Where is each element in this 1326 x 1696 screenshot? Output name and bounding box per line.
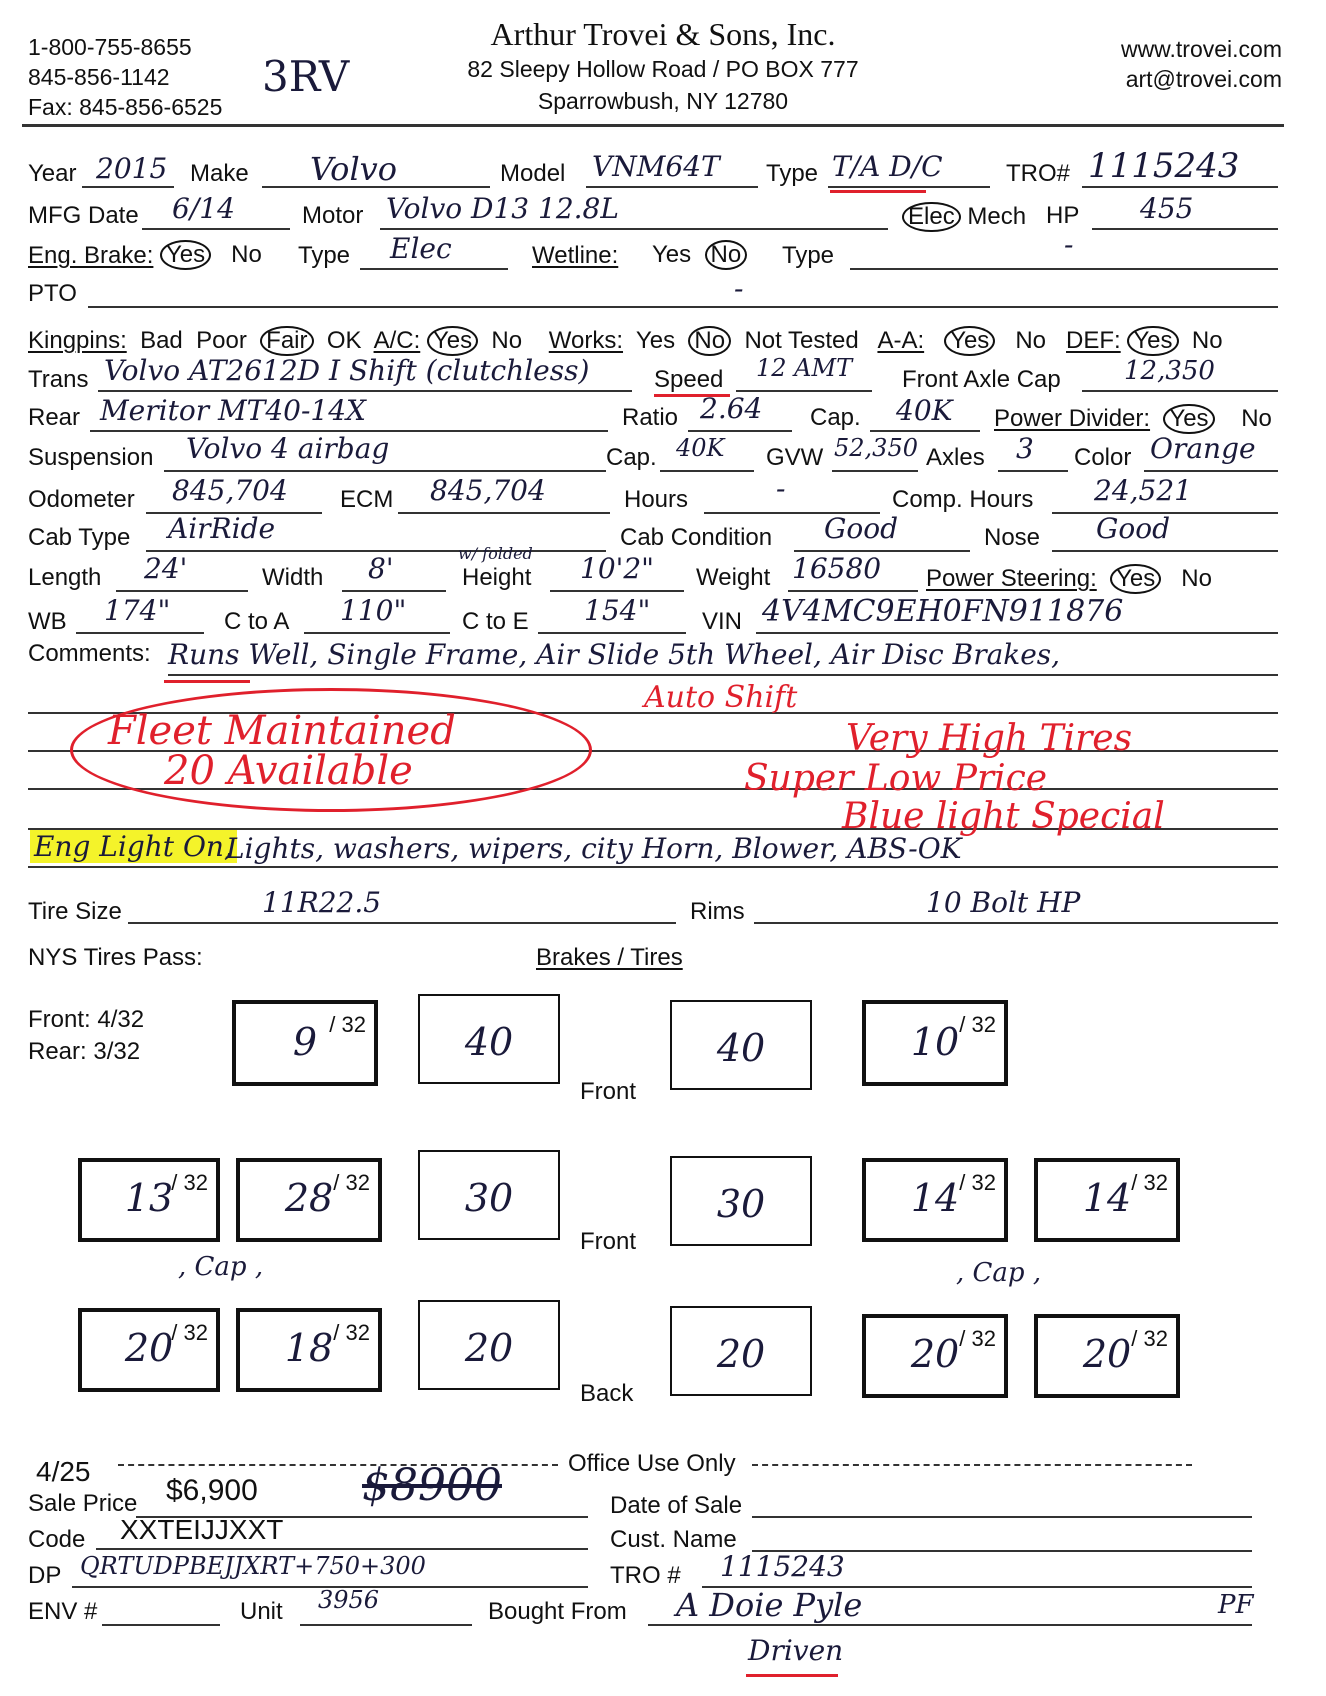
code-value: XXTEIJJXXT [120, 1514, 284, 1545]
power-steering-no: No [1181, 565, 1212, 592]
def-yes-circled: Yes [1127, 326, 1178, 356]
rear-spec: Rear: 3/32 [28, 1038, 141, 1065]
back-label: Back [580, 1380, 634, 1407]
type-underline-red [830, 190, 926, 193]
rims-value: 10 Bolt HP [926, 886, 1081, 919]
trans-value: Volvo AT2612D I Shift (clutchless) [104, 354, 590, 387]
tire-size-label: Tire Size [28, 898, 122, 925]
length-value: 24' [144, 552, 188, 585]
axles-label: Axles [926, 444, 985, 471]
handwritten-code: 3RV [262, 52, 350, 101]
ac-label: A/C: [373, 327, 421, 354]
ecm-label: ECM [340, 486, 394, 513]
blue-light-special: Blue light Special [842, 796, 1165, 837]
comment-red-mark [164, 680, 250, 683]
wb-value: 174" [104, 594, 171, 627]
width-label: Width [262, 564, 324, 591]
tro-label: TRO# [1006, 160, 1071, 187]
phone-2: 845-856-1142 [28, 64, 170, 90]
tire-size-value: 11R22.5 [262, 886, 382, 919]
gvw-label: GVW [766, 444, 824, 471]
eng-brake-type-value: Elec [390, 232, 452, 265]
rims-label: Rims [690, 898, 745, 925]
year-label: Year [28, 160, 77, 187]
tire-mid-left-outer: / 32 13 [78, 1158, 220, 1242]
rear-cap-label: Cap. [810, 404, 861, 431]
model-value: VNM64T [592, 150, 720, 183]
trans-label: Trans [28, 366, 89, 393]
tro-hash-label: TRO # [610, 1562, 681, 1589]
date-note: 4/25 [36, 1456, 91, 1487]
works-no-circled: No [688, 326, 731, 356]
weight-label: Weight [696, 564, 771, 591]
make-label: Make [190, 160, 249, 187]
phone-1: 1-800-755-8655 [28, 34, 192, 60]
front-spec: Front: 4/32 [28, 1006, 145, 1033]
sale-price-label: Sale Price [28, 1490, 138, 1517]
vin-value: 4V4MC9EH0FN911876 [762, 594, 1124, 629]
bought-from-label: Bought From [488, 1598, 627, 1625]
brake-front-right: 40 [670, 1000, 812, 1090]
height-value: 10'2" [580, 552, 655, 585]
rear-cap-value: 40K [896, 394, 953, 427]
power-divider-row [994, 404, 1272, 434]
wetline-type-label: Type [782, 242, 835, 269]
aa-label: A-A: [877, 327, 925, 354]
hours-value: - [776, 472, 786, 505]
brake-rear-right: 20 [670, 1306, 812, 1396]
axles-value: 3 [1016, 432, 1034, 465]
mfg-date-value: 6/14 [172, 192, 235, 225]
def-label: DEF: [1066, 327, 1121, 354]
elec-mech [902, 202, 1026, 232]
cab-type-label: Cab Type [28, 524, 131, 551]
comment-last-line: Lights, washers, wipers, city Horn, Blower, ABS-OK [226, 832, 962, 865]
wetline-options [652, 240, 747, 270]
susp-cap-label: Cap. [606, 444, 657, 471]
driven-note: Driven [748, 1634, 844, 1667]
mfg-date-label: MFG Date [28, 202, 139, 229]
gvw-value: 52,350 [834, 434, 918, 462]
c-to-e-value: 154" [584, 594, 651, 627]
tire-front-left: / 32 9 [232, 1000, 378, 1086]
eng-brake-no: No [231, 241, 262, 268]
brake-mid-left: 30 [418, 1150, 560, 1240]
suspension-value: Volvo 4 airbag [186, 432, 390, 465]
wetline-yes: Yes [652, 241, 692, 268]
initials: PF [1218, 1590, 1254, 1620]
comment-auto-shift: Auto Shift [644, 680, 798, 715]
aa-yes-circled: Yes [944, 326, 995, 356]
kingpins-label: Kingpins: [28, 327, 127, 354]
ratio-label: Ratio [622, 404, 679, 431]
front-axle-cap-value: 12,350 [1124, 356, 1215, 386]
odometer-value: 845,704 [172, 474, 288, 507]
comp-hours-value: 24,521 [1094, 474, 1192, 507]
power-steering-yes-circled: Yes [1110, 564, 1161, 594]
rear-label: Rear [28, 404, 81, 431]
ratio-value: 2.64 [700, 392, 763, 425]
length-label: Length [28, 564, 102, 591]
cap-note-left: , Cap , [178, 1252, 264, 1282]
front-label-1: Front [580, 1078, 637, 1105]
tire-mid-left-inner: / 32 28 [236, 1158, 382, 1242]
dp-label: DP [28, 1562, 62, 1589]
c-to-a-label: C to A [224, 608, 290, 635]
code-label: Code [28, 1526, 86, 1553]
rear-value: Meritor MT40-14X [100, 394, 366, 427]
comment-line-1: Runs Well, Single Frame, Air Slide 5th Wheel, Air Disc Brakes, [168, 638, 1061, 671]
tire-mid-right-outer: / 32 14 [1034, 1158, 1180, 1242]
make-value: Volvo [310, 150, 398, 188]
susp-cap-value: 40K [676, 434, 725, 462]
bought-from-value: A Doie Pyle [676, 1586, 863, 1624]
company-name: Arthur Trovei & Sons, Inc. [490, 16, 836, 52]
tire-mid-right-inner: / 32 14 [862, 1158, 1008, 1242]
unit-label: Unit [240, 1598, 283, 1625]
office-dash-right [752, 1464, 1192, 1466]
brakes-tires-heading: Brakes / Tires [536, 944, 683, 971]
hours-label: Hours [624, 486, 689, 513]
odometer-label: Odometer [28, 486, 135, 513]
eng-light-on-highlighted: Eng Light On, [30, 830, 237, 863]
office-use-only: Office Use Only [568, 1450, 736, 1477]
wb-label: WB [28, 608, 67, 635]
ac-no: No [491, 327, 523, 354]
works-not-tested: Not Tested [744, 327, 859, 354]
tro-value: 1115243 [1088, 146, 1240, 186]
wetline-no-circled: No [705, 240, 748, 270]
hp-label: HP [1046, 202, 1080, 229]
kingpins-row [28, 326, 1223, 356]
company-address-2: Sparrowbush, NY 12780 [537, 88, 789, 114]
tro-number-value: 1115243 [720, 1550, 845, 1583]
unit-value: 3956 [318, 1586, 380, 1614]
eng-brake-type-label: Type [298, 242, 351, 269]
hp-value: 455 [1140, 192, 1194, 225]
eng-brake-label: Eng. Brake: [28, 242, 154, 269]
c-to-e-label: C to E [462, 608, 529, 635]
cab-condition-label: Cab Condition [620, 524, 773, 551]
email: art@trovei.com [1125, 66, 1282, 92]
elec-option-circled: Elec [902, 202, 961, 232]
front-label-2: Front [580, 1228, 637, 1255]
old-price-struck: $8900 [362, 1460, 502, 1511]
color-value: Orange [1150, 432, 1256, 465]
brake-mid-right: 30 [670, 1156, 812, 1246]
nys-tires-pass-label: NYS Tires Pass: [28, 944, 203, 971]
kingpins-ok: OK [326, 327, 362, 354]
tire-rear-right-inner: / 32 20 [862, 1314, 1008, 1398]
company-address-1: 82 Sleepy Hollow Road / PO BOX 777 [467, 56, 859, 82]
front-axle-cap-label: Front Axle Cap [902, 366, 1061, 393]
cab-condition-value: Good [824, 512, 899, 545]
power-divider-no: No [1241, 405, 1272, 432]
c-to-a-value: 110" [340, 594, 407, 627]
speed-label: Speed [654, 366, 724, 393]
motor-value: Volvo D13 12.8L [386, 192, 619, 225]
type-value: T/A D/C [832, 150, 943, 183]
eng-brake-yes-circled: Yes [160, 240, 211, 270]
vin-label: VIN [702, 608, 743, 635]
kingpins-poor: Poor [196, 327, 247, 354]
nose-value: Good [1096, 512, 1171, 545]
env-label: ENV # [28, 1598, 98, 1625]
cab-type-value: AirRide [168, 512, 276, 545]
pto-label: PTO [28, 280, 77, 307]
speed-value: 12 AMT [756, 354, 853, 382]
power-steering-label: Power Steering: [926, 565, 1097, 592]
fleet-maintained: Fleet Maintained [108, 708, 456, 754]
header-divider [22, 124, 1284, 127]
fax: Fax: 845-856-6525 [28, 94, 223, 120]
brake-rear-left: 20 [418, 1300, 560, 1390]
nose-label: Nose [984, 524, 1041, 551]
height-note: w/ folded [458, 544, 533, 563]
ecm-value: 845,704 [430, 474, 546, 507]
cust-name-label: Cust. Name [610, 1526, 737, 1553]
tire-rear-right-outer: / 32 20 [1034, 1314, 1180, 1398]
def-no: No [1191, 327, 1223, 354]
tire-front-right: / 32 10 [862, 1000, 1008, 1086]
works-yes: Yes [635, 327, 676, 354]
aa-no: No [1015, 327, 1046, 354]
power-divider-yes-circled: Yes [1163, 404, 1214, 434]
height-label: Height [462, 564, 532, 591]
wetline-type-value: - [1064, 228, 1074, 261]
power-divider-label: Power Divider: [994, 405, 1151, 432]
weight-value: 16580 [792, 552, 882, 585]
model-label: Model [500, 160, 566, 187]
tire-rear-left-outer: / 32 20 [78, 1308, 220, 1392]
driven-underline-red [746, 1674, 838, 1677]
sale-price-value: $6,900 [166, 1474, 258, 1507]
comments-label: Comments: [28, 640, 151, 667]
comp-hours-label: Comp. Hours [892, 486, 1034, 513]
date-of-sale-label: Date of Sale [610, 1492, 743, 1519]
wetline-label: Wetline: [532, 242, 619, 269]
kingpins-bad: Bad [140, 327, 183, 354]
super-low-price: Super Low Price [744, 758, 1048, 799]
twenty-available: 20 Available [164, 748, 413, 794]
width-value: 8' [368, 552, 394, 585]
tire-rear-left-inner: / 32 18 [236, 1308, 382, 1392]
kingpins-fair-circled: Fair [260, 326, 313, 356]
mech-option: Mech [967, 203, 1027, 230]
pto-value: - [734, 272, 744, 305]
website: www.trovei.com [1120, 36, 1282, 62]
suspension-label: Suspension [28, 444, 154, 471]
motor-label: Motor [302, 202, 364, 229]
eng-brake-options [160, 240, 262, 270]
dp-value: QRTUDPBEJJXRT+750+300 [80, 1552, 426, 1580]
power-steering-row [926, 564, 1212, 594]
color-label: Color [1074, 444, 1132, 471]
very-high-tires: Very High Tires [846, 718, 1133, 759]
cap-note-right: , Cap , [956, 1258, 1042, 1288]
year-value: 2015 [96, 152, 168, 185]
ac-yes-circled: Yes [427, 326, 478, 356]
works-label: Works: [548, 327, 624, 354]
brake-front-left: 40 [418, 994, 560, 1084]
type-label: Type [766, 160, 819, 187]
